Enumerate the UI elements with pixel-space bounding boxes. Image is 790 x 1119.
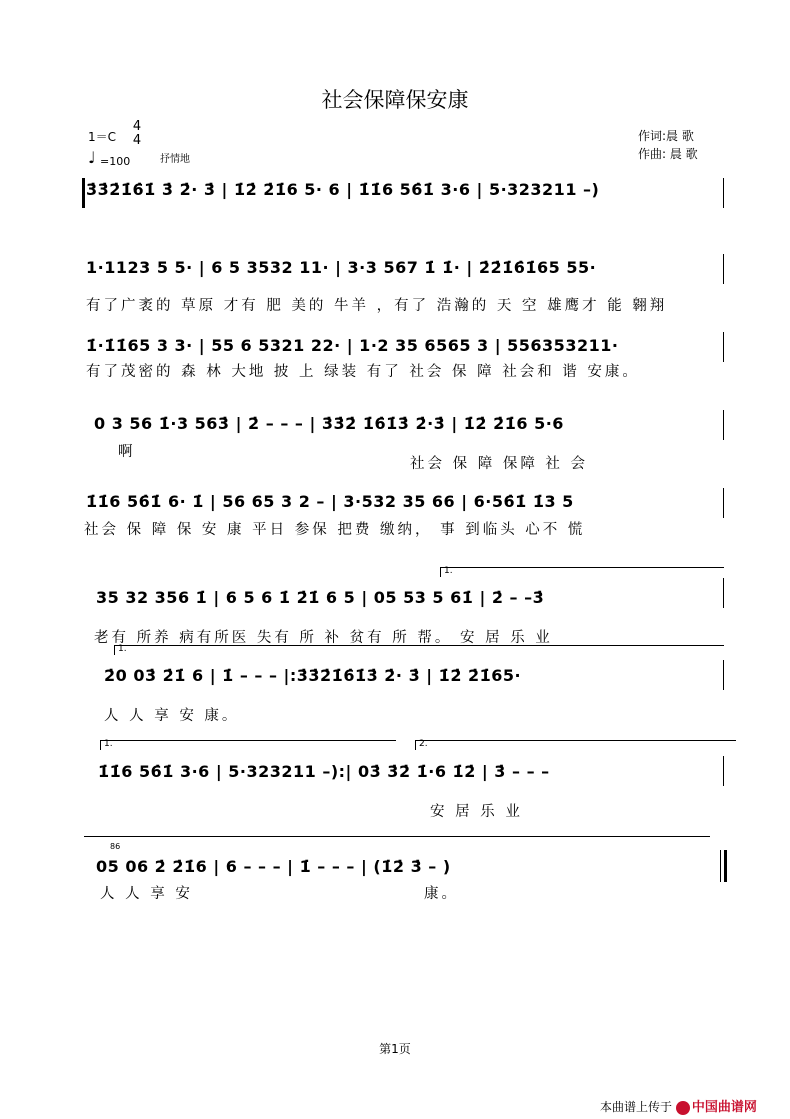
row-8-end-bar (723, 756, 724, 786)
site-name: 中国曲谱网 (691, 1100, 757, 1115)
row-4-end-bar (723, 410, 724, 440)
row-1-end-bar (723, 178, 724, 208)
score-row-2-lyrics: 有了广袤的 草原 才有 肥 美的 牛羊 ，有了 浩瀚的 天 空 雄鹰才 能 翱翔 (86, 298, 668, 314)
score-row-8-lyrics: 安 居 乐 业 (430, 804, 523, 820)
score-row-8-notes: 1̇1̇6 56̇1̇ 3·6 | 5·323211 –):| 03̇ 3̇2̇ 1̇·6 1̇2̇ | 3̇ – – – (98, 762, 550, 781)
row-2-end-bar (723, 254, 724, 284)
score-row-6-notes: 35 32 356 1̇ | 6 5 6 1̇ 2̇1̇ 6 5 | 05 53 5 61̇ | 2̇ – –3̇ (96, 588, 545, 607)
row-3-end-bar (723, 332, 724, 362)
lyricist-credit: 作词:晨 歌 (638, 129, 694, 143)
volta-2-label: 2. (419, 739, 428, 749)
volta-1-row-7 (114, 645, 724, 655)
time-sig-bottom: 4 (132, 133, 142, 148)
score-row-3-lyrics: 有了茂密的 森 林 大地 披 上 绿装 有了 社会 保 障 社会和 谐 安康。 (86, 364, 640, 380)
row-1-start-bar (82, 178, 85, 208)
volta-1-label-c: 1. (104, 739, 113, 749)
row-9-top-line (84, 836, 710, 837)
score-row-4-lyrics-a: 啊 (118, 444, 136, 460)
score-row-1-notes: 3̇3̇2̇1̇6̇1̇ 3̇ 2̇· 3̇ | 1̇2̇ 2̇1̇6 5· 6 | 1̇1̇6 56̇1̇ 3·6 | 5·323211 –) (86, 180, 600, 199)
volta-2-row-8 (415, 740, 736, 750)
row-6-end-bar (723, 578, 724, 608)
score-row-4-lyrics-b: 社会 保 障 保障 社 会 (410, 456, 589, 472)
score-row-5-notes: 1̇1̇6 56̇1̇ 6· 1̇ | 56 65 3 2 – | 3·532 35 66 | 6·56̇1̇ 1̇3 5 (86, 492, 574, 511)
final-bar-thick (724, 850, 727, 882)
volta-1-label: 1. (444, 566, 453, 576)
expression-marking: 抒情地 (160, 154, 190, 165)
upload-note-text: 本曲谱上传于 (600, 1100, 673, 1114)
score-row-3-notes: 1̇·1̇1̇65 3 3· | 55 6 5321 22· | 1·2 35 6565 3 | 556353211· (86, 336, 619, 355)
page-number: 第1页 (379, 1042, 411, 1056)
key-signature: 1＝C (88, 130, 117, 144)
score-row-9-notes: 05 06 2̇ 2̇1̇6 | 6 – – – | 1̇ – – – | (1̇2̇ 3̇ – ) (96, 857, 451, 876)
volta-1-row-8 (100, 740, 396, 750)
final-bar-thin (720, 850, 721, 882)
score-row-7-lyrics: 人 人 享 安 康。 (104, 708, 240, 724)
score-row-9-lyrics-b: 康。 (424, 886, 459, 902)
volta-1-row-6 (440, 567, 724, 577)
time-sig-top: 4 (132, 119, 142, 134)
score-row-9-lyrics-a: 人 人 享 安 (100, 886, 193, 902)
score-row-2-notes: 1·1123 5 5· | 6 5 3532 11· | 3·3 567 1̇ 1̇· | 2̇2̇1̇6̇1̇65 55· (86, 258, 597, 277)
row-5-end-bar (723, 488, 724, 518)
volta-1-label-b: 1. (118, 644, 127, 654)
row-7-end-bar (723, 660, 724, 690)
composer-credit: 作曲: 晨 歌 (638, 147, 698, 161)
site-logo-icon (676, 1101, 690, 1115)
row-9-small-mark: 86 (110, 842, 121, 851)
time-signature (130, 120, 144, 148)
score-row-6-lyrics: 老有 所养 病有所医 失有 所 补 贫有 所 帮。 安 居 乐 业 (94, 630, 553, 646)
page-title: 社会保障保安康 (321, 88, 469, 112)
score-row-5-lyrics: 社会 保 障 保 安 康 平日 参保 把费 缴纳， 事 到临头 心不 慌 (84, 522, 586, 538)
score-row-7-notes: 2̇0 03̇ 2̇1̇ 6 | 1̇ – – – |:3̇3̇2̇1̇6̇1̇3̇ 2̇· 3̇ | 1̇2̇ 2̇1̇65· (104, 666, 522, 685)
score-row-4-notes: 0 3 56 1̇·3 563̇ | 2̇ – – – | 3̇3̇2̇ 1̇6̇1̇3̇ 2̇·3̇ | 1̇2̇ 2̇1̇6 5·6 (94, 414, 564, 433)
quarter-note-icon: ♩ (88, 148, 96, 167)
footer-upload-note (600, 1096, 757, 1115)
tempo-marking: =100 (100, 155, 131, 168)
